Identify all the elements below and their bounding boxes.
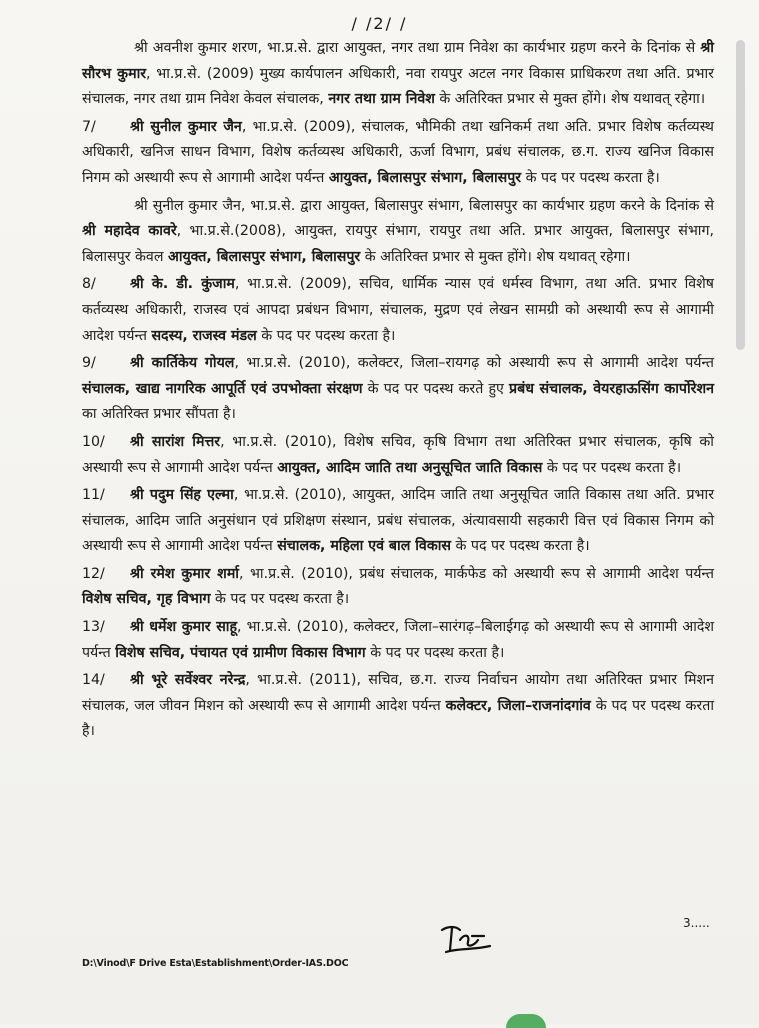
paragraph-number: 13/ bbox=[82, 619, 105, 636]
paragraph-text: के पद पर पदस्थ करता है। bbox=[82, 697, 714, 740]
paragraph-text: के पद पर पदस्थ करता है। bbox=[521, 169, 660, 186]
bold-text: कलेक्टर, जिला–राजनांदगांव bbox=[445, 697, 591, 714]
file-path-footer: D:\Vinod\F Drive Esta\Establishment\Order-IAS.DOC bbox=[82, 958, 349, 969]
paragraph-number: 7/ bbox=[82, 118, 96, 135]
order-paragraph bbox=[82, 562, 714, 613]
paragraph-number: 8/ bbox=[82, 276, 96, 293]
bold-text: श्री महादेव कावरे bbox=[82, 223, 177, 240]
bold-text: श्री कार्तिकेय गोयल bbox=[130, 355, 235, 372]
paragraph-text: के पद पर पदस्थ करता है। bbox=[210, 591, 350, 608]
bold-text: आयुक्त, आदिम जाति तथा अनुसूचित जाति विकास bbox=[277, 459, 543, 476]
next-page-marker: 3..... bbox=[683, 916, 710, 930]
paragraph-text: का अतिरिक्त प्रभार सौंपता है। bbox=[82, 406, 236, 423]
bold-text: श्री रमेश कुमार शर्मा bbox=[130, 565, 239, 582]
paragraph-text: के पद पर पदस्थ करता है। bbox=[450, 538, 590, 555]
order-paragraph bbox=[82, 483, 714, 560]
bold-text: श्री सारांश मित्तर bbox=[130, 433, 221, 450]
paragraph-number: 11/ bbox=[82, 487, 105, 504]
paragraph-text: , भा.प्र.से. (2011), सचिव, छ.ग. राज्य निर्वाचन आयोग तथा अतिरिक्त प्रभार मिशन संचालक, जल जीवन मिशन को अस्थायी रूप से आगामी आदेश पर्यन्त bbox=[82, 672, 715, 714]
paragraph-text: के पद पर पदस्थ करते हुए bbox=[362, 380, 510, 397]
bold-text: श्री के. डी. कुंजाम bbox=[130, 276, 235, 293]
paragraph-text: , भा.प्र.से. (2010), आयुक्त, आदिम जाति तथा अनुसूचित जाति विकास तथा अति. प्रभार संचालक, आदिम जाति अनुसंधान एवं प्रशिक्षण संस्थान, प्रबंध संचालक, अंत्यावसायी सहकारी वित्त एवं विकास निगम को अस्थायी रूप से आगामी आदेश पर्यन्त bbox=[82, 487, 714, 555]
paragraph-text: , भा.प्र.से. (2009), सचिव, धार्मिक न्यास एवं धर्मस्व विभाग, तथा अति. प्रभार विशेष कर्तव्यस्थ अधिकारी, राजस्व एवं आपदा प्रबंधन विभाग, संचालक, मुद्रण एवं लेखन सामग्री को अस्थायी रूप से आगामी आदेश पर्यन्त bbox=[82, 276, 714, 344]
bold-text: आयुक्त, बिलासपुर संभाग, बिलासपुर bbox=[167, 248, 361, 265]
paragraph-text: के पद पर पदस्थ करता है। bbox=[542, 459, 682, 476]
bold-text: श्री सुनील कुमार जैन bbox=[130, 118, 242, 135]
bold-text: श्री सौरभ कुमार bbox=[82, 40, 714, 82]
bold-text: श्री भूरे सर्वेश्वर नरेन्द्र bbox=[130, 672, 246, 689]
order-paragraph bbox=[82, 351, 714, 428]
bold-text: विशेष सचिव, पंचायत एवं ग्रामीण विकास विभाग bbox=[115, 644, 366, 661]
bold-text: श्री पदुम सिंह एल्मा bbox=[130, 487, 234, 504]
paragraph-text: , भा.प्र.से. (2009) मुख्य कार्यपालन अधिकारी, नवा रायपुर अटल नगर विकास प्राधिकरण तथा अति. प्रभार संचालक, नगर तथा ग्राम निवेश केवल संचालक, bbox=[82, 65, 714, 108]
green-stamp-edge bbox=[506, 1014, 546, 1028]
paragraph-text: , भा.प्र.से. (2010), कलेक्टर, जिला–रायगढ़ को अस्थायी रूप से आगामी आदेश पर्यन्त bbox=[234, 355, 714, 372]
bold-text: आयुक्त, बिलासपुर संभाग, बिलासपुर bbox=[328, 169, 522, 186]
order-paragraph bbox=[82, 668, 714, 745]
order-body bbox=[82, 36, 714, 747]
paragraph-number: 12/ bbox=[82, 565, 105, 582]
paragraph-text: के पद पर पदस्थ करता है। bbox=[256, 327, 396, 344]
paragraph-text: , भा.प्र.से. (2010), विशेष सचिव, कृषि विभाग तथा अतिरिक्त प्रभार संचालक, कृषि को अस्थायी रूप से आगामी आदेश पर्यन्त bbox=[82, 433, 714, 476]
paragraph-text: के पद पर पदस्थ करता है। bbox=[365, 644, 505, 661]
order-paragraph bbox=[82, 430, 714, 481]
paragraph-text: के अतिरिक्त प्रभार से मुक्त होंगे। शेष यथावत् रहेगा। bbox=[360, 248, 631, 265]
paragraph-number: 14/ bbox=[82, 672, 105, 689]
order-paragraph bbox=[82, 194, 714, 271]
bold-text: सदस्य, राजस्व मंडल bbox=[151, 327, 257, 344]
paragraph-number: 10/ bbox=[82, 433, 105, 450]
paragraph-text: , भा.प्र.से. (2010), प्रबंध संचालक, मार्कफेड को अस्थायी रूप से आगामी आदेश पर्यन्त bbox=[238, 565, 714, 582]
page-number: / /2/ / bbox=[351, 14, 408, 33]
scrollbar[interactable] bbox=[736, 40, 745, 350]
bold-text: श्री धर्मेश कुमार साहू bbox=[130, 619, 237, 636]
order-paragraph bbox=[82, 615, 714, 666]
bold-text: प्रबंध संचालक, वेयरहाऊसिंग कार्पोरेशन bbox=[509, 380, 714, 397]
paragraph-number: 9/ bbox=[82, 355, 96, 372]
bold-text: नगर तथा ग्राम निवेश bbox=[328, 91, 435, 108]
paragraph-text: , भा.प्र.से. (2009), संचालक, भौमिकी तथा खनिकर्म तथा अति. प्रभार विशेष कर्तव्यस्थ अधिकारी, खनिज साधन विभाग, विशेष कर्तव्यस्थ अधिकारी, ऊर्जा विभाग, प्रबंध संचालक, छ.ग. राज्य खनिज विकास निगम को अस्थायी रूप से आगामी आदेश पर्यन्त bbox=[82, 118, 714, 186]
paragraph-text: श्री अवनीश कुमार शरण, भा.प्र.से. द्वारा आयुक्त, नगर तथा ग्राम निवेश का कार्यभार ग्रहण करने के दिनांक से bbox=[134, 40, 701, 56]
bold-text: संचालक, महिला एवं बाल विकास bbox=[277, 538, 451, 555]
paragraph-text: श्री सुनील कुमार जैन, भा.प्र.से. द्वारा आयुक्त, बिलासपुर संभाग, बिलासपुर का कार्यभार ग्रहण करने के दिनांक से bbox=[134, 197, 714, 214]
paragraph-text: , भा.प्र.से. (2010), कलेक्टर, जिला–सारंगढ़–बिलाईगढ़ को अस्थायी रूप से आगामी आदेश पर्यन्त bbox=[82, 619, 714, 661]
paragraph-text: के अतिरिक्त प्रभार से मुक्त होंगे। शेष यथावत् रहेगा। bbox=[434, 91, 706, 108]
order-paragraph bbox=[82, 115, 714, 192]
order-paragraph bbox=[82, 272, 714, 349]
bold-text: विशेष सचिव, गृह विभाग bbox=[82, 591, 211, 608]
order-paragraph bbox=[82, 36, 714, 113]
bold-text: संचालक, खाद्य नागरिक आपूर्ति एवं उपभोक्ता संरक्षण bbox=[82, 380, 363, 397]
paragraph-text: , भा.प्र.से.(2008), आयुक्त, रायपुर संभाग, रायपुर तथा अति. प्रभार आयुक्त, बिलासपुर संभाग, बिलासपुर केवल bbox=[82, 223, 714, 265]
signature-icon bbox=[438, 922, 498, 956]
